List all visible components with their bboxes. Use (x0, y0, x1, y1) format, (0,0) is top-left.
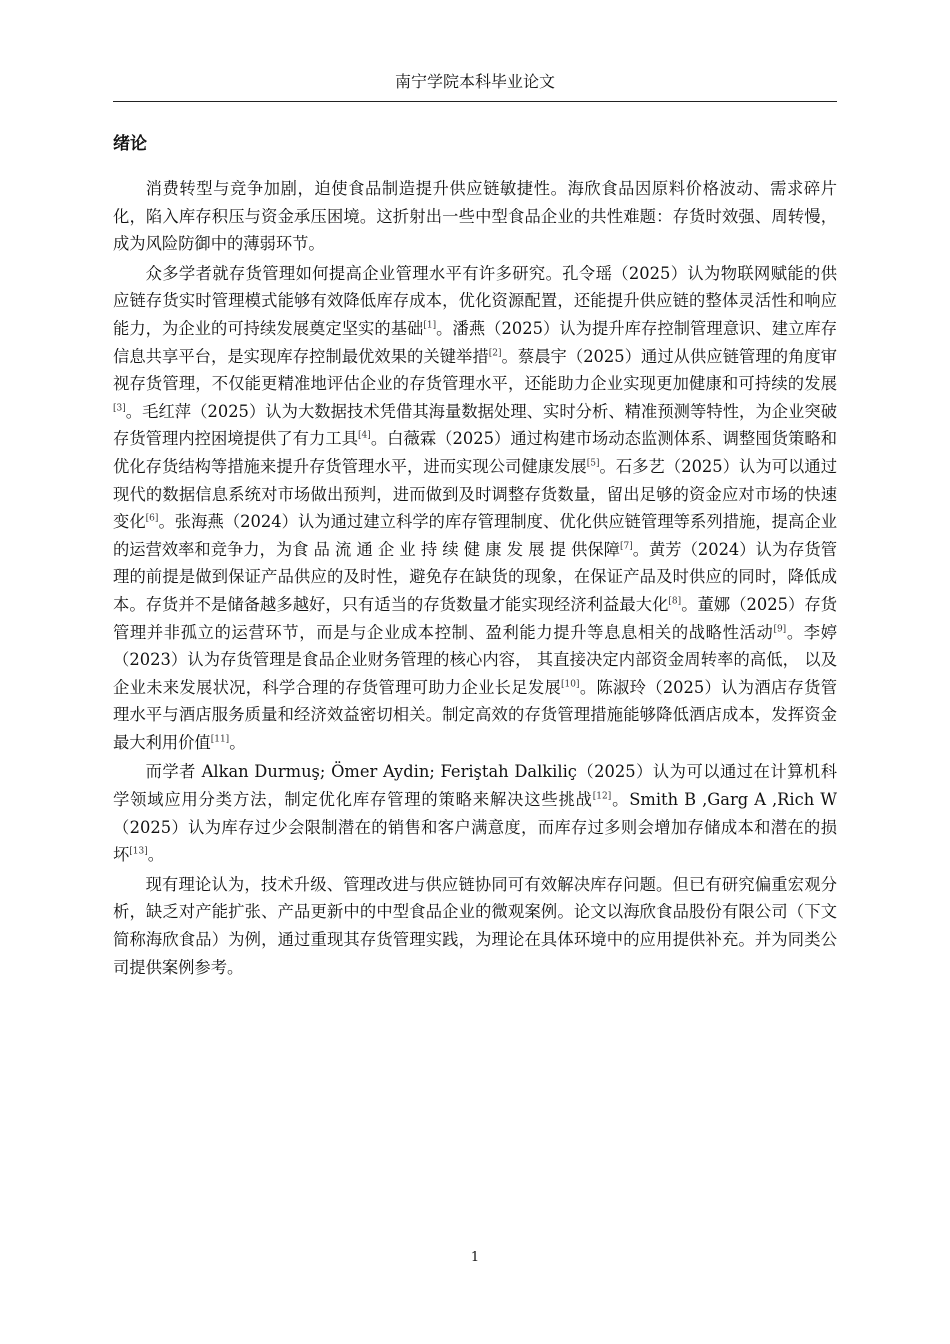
citation-ref: [9] (773, 624, 787, 635)
citation-ref: [6] (145, 513, 159, 524)
citation-ref: [4] (358, 430, 371, 441)
page-number: 1 (470, 1250, 480, 1265)
citation-ref: [11] (210, 734, 230, 745)
citation-ref: [7] (619, 541, 633, 552)
paragraph-research-gap: 现有理论认为，技术升级、管理改进与供应链协同可有效解决库存问题。但已有研究偏重宏观分析，缺乏对产能扩张、产品更新中的中型食品企业的微观案例。论文以海欣食品股份有限公司（下文简称海欣食品）为例，通过重现其存货管理实践，为理论在具体环境中的应用提供补充。并为同类公司提供案例参考。 (113, 874, 837, 977)
header-divider (113, 101, 837, 102)
page-header-title: 南宁学院本科毕业论文 (394, 72, 555, 91)
paragraph-literature-domestic: 众多学者就存货管理如何提高企业管理水平有许多研究。孔令瑶（2025）认为物联网赋能的供应链存货实时管理模式能够有效降低库存成本，优化资源配置，还能提升供应链的整体灵活性和响应能力，为企业的可持续发展奠定坚实的基础[1]。潘燕（2025）认为提升库存控制管理意识、建立库存信息共享平台，是实现库存控制最优效果的关键举措[2]。蔡晨宇（2025）通过从供应链管理的角度审视存货管理，不仅能更精准地评估企业的存货管理水平，还能助力企业实现更加健康和可持续的发展[3]。毛红萍（2025）认为大数据技术凭借其海量数据处理、实时分析、精准预测等特性，为企业突破存货管理内控困境提供了有力工具[4]。白薇霖（2025）通过构建市场动态监测体系、调整囤货策略和优化存货结构等措施来提升存货管理水平，进而实现公司健康发展[5]。石多艺（2025）认为可以通过现代的数据信息系统对市场做出预判，进而做到及时调整存货数量，留出足够的资金应对市场的快速变化[6]。张海燕（2024）认为通过建立科学的库存管理制度、优化供应链管理等系列措施，提高企业的运营效率和竞争力，为食 品 流 通 企 业 持 续 健 康 发 展 提 供保障[7]。黄芳（2024）认为存货管理的前提是做到保证产品供应的及时性，避免存在缺货的现象，在保证产品及时供应的同时，降低成本。存货并不是储备越多越好，只有适当的存货数量才能实现经济利益最大化[8]。董娜（2025）存货管理并非孤立的运营环节，而是与企业成本控制、盈利能力提升等息息相关的战略性活动[9]。李婷（2023）认为存货管理是食品企业财务管理的核心内容， 其直接决定内部资金周转率的高低， 以及企业未来发展状况，科学合理的存货管理可助力企业长足发展[10]。陈淑玲（2025）认为酒店存货管理水平与酒店服务质量和经济效益密切相关。制定高效的存货管理措施能够降低酒店成本，发挥资金最大利用价值[11]。 (113, 263, 837, 752)
citation-ref: [2] (488, 348, 502, 359)
citation-ref: [8] (668, 596, 682, 607)
citation-ref: [1] (423, 320, 437, 331)
paragraph-intro: 消费转型与竞争加剧，迫使食品制造提升供应链敏捷性。海欣食品因原料价格波动、需求碎片化，陷入库存积压与资金承压困境。这折射出一些中型食品企业的共性难题：存货时效强、周转慢，成为风险防御中的薄弱环节。 (113, 179, 837, 254)
citation-ref: [10] (561, 679, 580, 690)
citation-ref: [3] (113, 403, 126, 414)
citation-ref: [12] (592, 791, 612, 802)
body-text (113, 175, 837, 983)
section-heading: 绪论 (113, 134, 147, 154)
citation-ref: [5] (586, 458, 600, 469)
paragraph-literature-foreign: 而学者 Alkan Durmuş; Ömer Aydin; Feriştah Dalkiliç（2025）认为可以通过在计算机科学领域应用分类方法，制定优化库存管理的策略来解决这些挑战[12]。Smith B ,Garg A ,Rich W（2025）认为库存过少会限制潜在的销售和客户满意度，而库存过多则会增加存储成本和潜在的损坏[13]。 (113, 762, 837, 865)
citation-ref: [13] (129, 846, 148, 857)
